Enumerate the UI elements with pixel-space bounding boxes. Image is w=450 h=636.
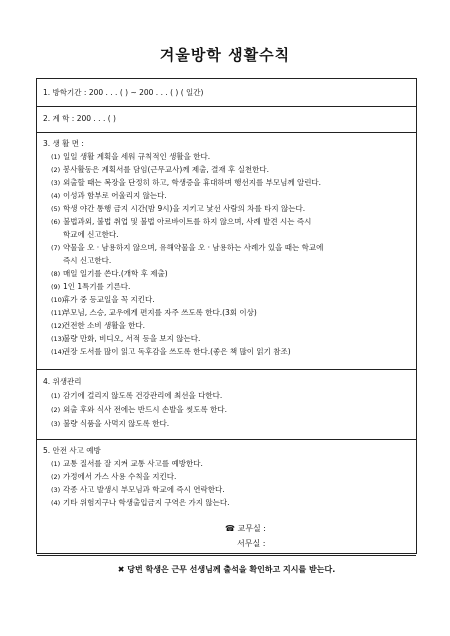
section-opening: 2. 계 학 : 200 . . . ( )	[43, 114, 116, 123]
divider	[37, 369, 416, 370]
list-item: (1) 일일 생활 계획을 세워 규칙적인 생활을 한다.	[51, 152, 211, 161]
notice-text: 당번 학생은 근무 선생님께 출석을 확인하고 지시를 받는다.	[127, 565, 336, 574]
office-contact	[225, 523, 266, 534]
section-life-heading: 3. 생 활 면 :	[43, 139, 84, 148]
notice	[36, 564, 417, 575]
list-item: (2) 봉사활동은 계획서를 담임(근무교사)께 제출, 결재 후 실천한다.	[51, 165, 270, 174]
divider	[37, 132, 416, 133]
list-item: (6) 불법과외, 불법 취업 및 불법 아르바이트를 하지 않으며, 사례 발견 시는 즉시	[51, 217, 312, 226]
phone-icon: ☎	[225, 524, 235, 533]
admin-contact: 서무실 :	[237, 539, 266, 548]
list-item-continuation: 학교에 신고한다.	[63, 230, 119, 239]
list-item: (11)부모님, 스승, 교우에게 편지를 자주 쓰도록 한다.(3회 이상)	[51, 308, 257, 317]
list-item: (14)권장 도서를 많이 읽고 독후감을 쓰도록 한다.(좋은 책 많이 읽기 참조)	[51, 347, 291, 356]
list-item: (9) 1인 1특기를 기른다.	[51, 282, 131, 291]
section-period: 1. 방학기간 : 200 . . . ( ) ~ 200 . . . ( ) ( 일간)	[43, 88, 204, 97]
list-item: (4) 이성과 함부로 어울리지 않는다.	[51, 191, 167, 200]
list-item: (4) 기타 위험지구나 학생출입금지 구역은 가지 않는다.	[51, 498, 230, 507]
section-safety-heading: 5. 안전 사고 예방	[43, 446, 101, 455]
list-item: (5) 학생 야간 통행 금지 시간(밤 9시)을 지키고 낯선 사람의 차를 타지 않는다.	[51, 204, 306, 213]
list-item: (8) 매일 일기를 쓴다.(개학 후 제출)	[51, 269, 168, 278]
list-item: (13)불량 만화, 비디오, 서적 등을 보지 않는다.	[51, 334, 201, 343]
office-label: 교무실 :	[237, 524, 266, 533]
divider	[37, 555, 416, 556]
cross-mark-icon: ✖	[117, 565, 125, 574]
list-item-continuation: 즉시 신고한다.	[63, 256, 112, 265]
divider	[37, 439, 416, 440]
list-item: (12)건전한 소비 생활을 한다.	[51, 321, 145, 330]
section-hygiene-heading: 4. 위생관리	[43, 377, 82, 386]
list-item: (3) 불량 식품을 사먹지 않도록 한다.	[51, 419, 170, 428]
list-item: (3) 각종 사고 발생시 부모님과 학교에 즉시 연락한다.	[51, 485, 225, 494]
list-item: (1) 감기에 걸리지 않도록 건강관리에 최선을 다한다.	[51, 391, 223, 400]
list-item: (1) 교통 질서를 잘 지켜 교통 사고를 예방한다.	[51, 459, 203, 468]
list-item: (10)휴가 중 등교일을 꼭 지킨다.	[51, 295, 155, 304]
document-title: 겨울방학 생활수칙	[159, 46, 291, 64]
list-item: (2) 외출 후와 식사 전에는 반드시 손발을 씻도록 한다.	[51, 405, 227, 414]
list-item: (7) 약물을 오 · 남용하지 않으며, 유해약물을 오 · 남용하는 사례가 있을 때는 학교에	[51, 243, 324, 252]
divider	[37, 106, 416, 107]
list-item: (2) 가정에서 가스 사용 수칙을 지킨다.	[51, 472, 177, 481]
list-item: (3) 외출할 때는 복장을 단정히 하고, 학생증을 휴대하며 행선지를 부모님께 알린다.	[51, 178, 322, 187]
rules-box	[36, 78, 417, 554]
